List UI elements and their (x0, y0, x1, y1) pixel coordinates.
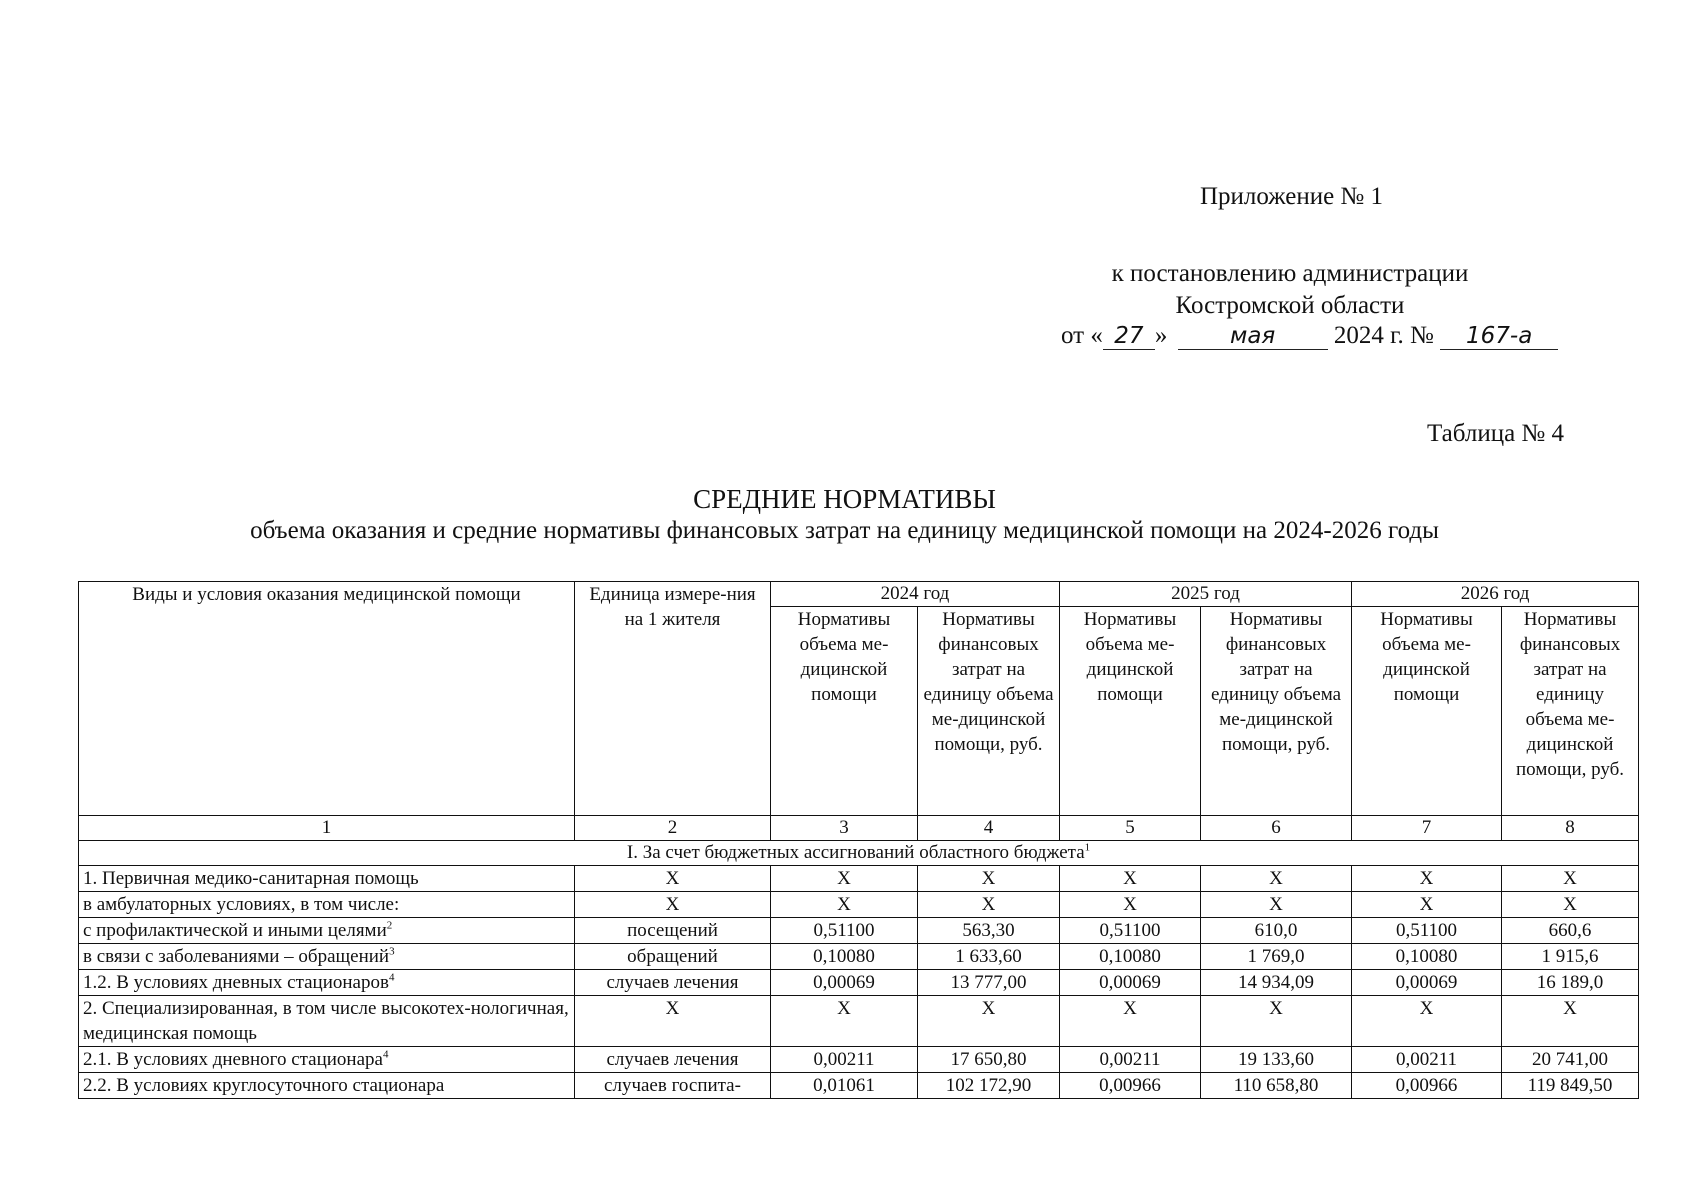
row-cost-2025: Х (1201, 866, 1352, 892)
table-row (79, 918, 1639, 944)
column-number-row (79, 816, 1639, 841)
row-cost-2026: 660,6 (1502, 918, 1639, 944)
row-volume-2026: 0,10080 (1352, 944, 1502, 970)
table-number: Таблица № 4 (1427, 420, 1565, 447)
row-volume-2025: 0,00966 (1060, 1073, 1201, 1099)
row-name: в амбулаторных условиях, в том числе: (83, 894, 400, 915)
row-name: 1.2. В условиях дневных стационаров (83, 972, 389, 993)
header-cost-2024: Нормативы финансовых затрат на единицу объема ме-дицинской помощи, руб. (918, 607, 1060, 816)
row-cost-2024: 1 633,60 (918, 944, 1060, 970)
header-unit: Единица измере-ния на 1 жителя (575, 582, 771, 816)
row-unit: случаев лечения (575, 1047, 771, 1073)
row-volume-2026: Х (1352, 996, 1502, 1047)
row-unit: случаев лечения (575, 970, 771, 996)
date-prefix: от « (1061, 322, 1103, 349)
decree-reference (1040, 258, 1540, 322)
row-volume-2026: 0,00966 (1352, 1073, 1502, 1099)
row-care-type (79, 866, 575, 892)
header-year-2026: 2026 год (1352, 582, 1639, 607)
decree-line-2: Костромской области (1175, 292, 1405, 319)
row-unit: Х (575, 866, 771, 892)
row-volume-2026: 0,00069 (1352, 970, 1502, 996)
decree-date-line (1061, 322, 1558, 350)
row-footnote: 4 (388, 971, 395, 984)
row-cost-2025: 610,0 (1201, 918, 1352, 944)
row-cost-2026: 1 915,6 (1502, 944, 1639, 970)
row-volume-2024: Х (771, 866, 918, 892)
column-number: 3 (771, 816, 918, 841)
row-volume-2026: 0,00211 (1352, 1047, 1502, 1073)
row-cost-2026: 20 741,00 (1502, 1047, 1639, 1073)
document-subtitle: объема оказания и средние нормативы финансовых затрат на единицу медицинской помощи на 2024-2026 годы (250, 517, 1439, 544)
row-volume-2025: 0,10080 (1060, 944, 1201, 970)
row-cost-2024: 102 172,90 (918, 1073, 1060, 1099)
row-care-type (79, 1073, 575, 1099)
header-volume-2025: Нормативы объема ме-дицинской помощи (1060, 607, 1201, 816)
row-footnote: 4 (382, 1048, 389, 1061)
row-volume-2025: Х (1060, 996, 1201, 1047)
row-care-type (79, 996, 575, 1047)
row-cost-2025: 19 133,60 (1201, 1047, 1352, 1073)
row-cost-2026: 119 849,50 (1502, 1073, 1639, 1099)
table-row (79, 996, 1639, 1047)
row-volume-2024: 0,00069 (771, 970, 918, 996)
row-volume-2024: 0,10080 (771, 944, 918, 970)
column-number: 6 (1201, 816, 1352, 841)
row-volume-2025: 0,00069 (1060, 970, 1201, 996)
table-row (79, 944, 1639, 970)
row-care-type (79, 970, 575, 996)
row-footnote: 3 (389, 945, 395, 958)
row-cost-2025: 110 658,80 (1201, 1073, 1352, 1099)
row-cost-2026: Х (1502, 996, 1639, 1047)
section-footnote: 1 (1084, 841, 1091, 854)
row-name: 2.2. В условиях круглосуточного стационара (83, 1075, 445, 1096)
row-volume-2026: Х (1352, 866, 1502, 892)
header-care-type: Виды и условия оказания медицинской помощи (79, 582, 575, 816)
section-row (79, 841, 1639, 866)
row-unit: обращений (575, 944, 771, 970)
header-cost-2026: Нормативы финансовых затрат на единицу объема ме-дицинской помощи, руб. (1502, 607, 1639, 816)
column-number: 1 (79, 816, 575, 841)
header-year-2024: 2024 год (771, 582, 1060, 607)
section-title-text: I. За счет бюджетных ассигнований областного бюджета (626, 842, 1085, 863)
row-care-type (79, 1047, 575, 1073)
row-name: 1. Первичная медико-санитарная помощь (83, 868, 419, 889)
decree-line-1: к постановлению администрации (1111, 260, 1469, 287)
norms-table (78, 581, 1639, 1099)
row-volume-2024: Х (771, 892, 918, 918)
row-name: 2.1. В условиях дневного стационара (83, 1049, 383, 1070)
row-cost-2025: Х (1201, 996, 1352, 1047)
row-volume-2024: 0,51100 (771, 918, 918, 944)
row-cost-2025: 1 769,0 (1201, 944, 1352, 970)
column-number: 7 (1352, 816, 1502, 841)
column-number: 8 (1502, 816, 1639, 841)
row-footnote: 2 (386, 919, 393, 932)
row-care-type (79, 892, 575, 918)
row-unit: Х (575, 892, 771, 918)
date-quote-close: » (1154, 322, 1168, 349)
row-cost-2025: Х (1201, 892, 1352, 918)
row-cost-2025: 14 934,09 (1201, 970, 1352, 996)
row-volume-2025: Х (1060, 892, 1201, 918)
row-volume-2026: Х (1352, 892, 1502, 918)
header-cost-2025: Нормативы финансовых затрат на единицу объема ме-дицинской помощи, руб. (1201, 607, 1352, 816)
section-title (79, 841, 1639, 866)
row-cost-2024: Х (918, 996, 1060, 1047)
row-volume-2026: 0,51100 (1352, 918, 1502, 944)
row-name: в связи с заболеваниями – обращений (83, 946, 390, 967)
handwritten-month: мая (1178, 323, 1328, 350)
handwritten-decree-number: 167-а (1440, 323, 1558, 350)
date-year: 2024 г. № (1333, 322, 1434, 349)
row-cost-2024: 17 650,80 (918, 1047, 1060, 1073)
row-cost-2024: 563,30 (918, 918, 1060, 944)
table-row (79, 1073, 1639, 1099)
row-unit: посещений (575, 918, 771, 944)
row-name: 2. Специализированная, в том числе высокотех-нологичная, медицинская помощь (83, 998, 569, 1044)
column-number: 4 (918, 816, 1060, 841)
row-care-type (79, 918, 575, 944)
row-volume-2024: 0,00211 (771, 1047, 918, 1073)
row-volume-2025: 0,51100 (1060, 918, 1201, 944)
row-cost-2024: Х (918, 866, 1060, 892)
table-row (79, 866, 1639, 892)
row-cost-2026: 16 189,0 (1502, 970, 1639, 996)
header-volume-2026: Нормативы объема ме-дицинской помощи (1352, 607, 1502, 816)
column-number: 5 (1060, 816, 1201, 841)
table-row (79, 892, 1639, 918)
column-number: 2 (575, 816, 771, 841)
handwritten-day: 27 (1103, 323, 1155, 350)
table-row (79, 970, 1639, 996)
row-cost-2026: Х (1502, 892, 1639, 918)
row-unit: случаев госпита- (575, 1073, 771, 1099)
row-volume-2024: Х (771, 996, 918, 1047)
row-volume-2025: Х (1060, 866, 1201, 892)
row-cost-2026: Х (1502, 866, 1639, 892)
row-volume-2025: 0,00211 (1060, 1047, 1201, 1073)
row-care-type (79, 944, 575, 970)
appendix-label: Приложение № 1 (1200, 183, 1384, 210)
row-name: с профилактической и иными целями (83, 920, 387, 941)
header-volume-2024: Нормативы объема ме-дицинской помощи (771, 607, 918, 816)
document-title: СРЕДНИЕ НОРМАТИВЫ (693, 484, 996, 514)
row-cost-2024: 13 777,00 (918, 970, 1060, 996)
header-year-2025: 2025 год (1060, 582, 1352, 607)
row-cost-2024: Х (918, 892, 1060, 918)
row-volume-2024: 0,01061 (771, 1073, 918, 1099)
table-row (79, 1047, 1639, 1073)
table-body (79, 866, 1639, 1099)
row-unit: Х (575, 996, 771, 1047)
